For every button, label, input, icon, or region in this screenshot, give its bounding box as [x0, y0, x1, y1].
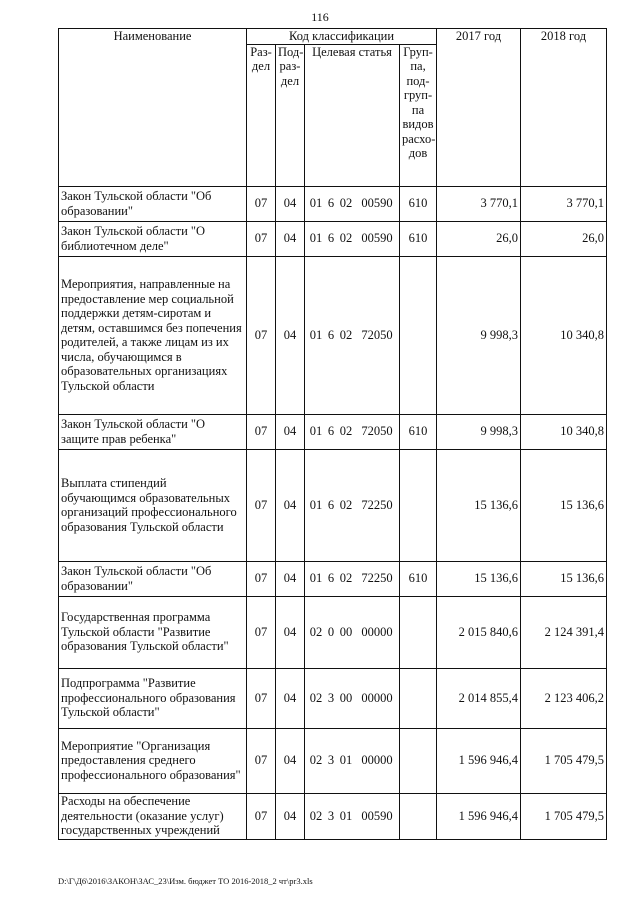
header-razdel: Раз- дел: [247, 44, 276, 186]
budget-table: [58, 28, 607, 840]
row-amount-2017: 15 136,6: [437, 561, 521, 596]
row-expense-type: [400, 256, 437, 414]
row-name: Расходы на обеспечение деятельности (оказание услуг) государственных учреждений: [59, 793, 247, 839]
row-amount-2017: 9 998,3: [437, 414, 521, 449]
target-article-part: 00000: [361, 690, 393, 705]
row-expense-type: 610: [400, 186, 437, 221]
row-name: Закон Тульской области "О защите прав ребенка": [59, 414, 247, 449]
row-amount-2018: 2 123 406,2: [521, 668, 607, 728]
target-article-part: 72050: [361, 327, 393, 342]
row-amount-2017: 3 770,1: [437, 186, 521, 221]
table-row: [59, 449, 607, 561]
row-target-article: [305, 449, 400, 561]
target-article-part: 6: [327, 327, 335, 342]
target-article-part: 01: [309, 571, 323, 586]
target-article-part: 00000: [361, 624, 393, 639]
target-article-part: 02: [309, 690, 323, 705]
row-razdel: 07: [247, 596, 276, 668]
target-article-part: 6: [327, 196, 335, 211]
row-expense-type: [400, 449, 437, 561]
target-article-part: 72250: [361, 497, 393, 512]
target-article-part: 02: [309, 753, 323, 768]
row-razdel: 07: [247, 668, 276, 728]
target-article-part: 02: [309, 808, 323, 823]
row-razdel: 07: [247, 449, 276, 561]
table-row: [59, 256, 607, 414]
row-expense-type: [400, 728, 437, 793]
row-target-article: [305, 561, 400, 596]
row-podrazdel: 04: [276, 728, 305, 793]
target-article-part: 6: [327, 231, 335, 246]
row-target-article: [305, 186, 400, 221]
row-amount-2017: 1 596 946,4: [437, 728, 521, 793]
row-amount-2017: 26,0: [437, 221, 521, 256]
table-body: [59, 186, 607, 839]
table-row: [59, 668, 607, 728]
row-amount-2018: 26,0: [521, 221, 607, 256]
row-razdel: 07: [247, 221, 276, 256]
row-podrazdel: 04: [276, 561, 305, 596]
row-target-article: [305, 256, 400, 414]
header-target-article: Целевая статья: [305, 44, 400, 186]
row-podrazdel: 04: [276, 414, 305, 449]
target-article-part: 02: [339, 497, 353, 512]
row-expense-type: 610: [400, 414, 437, 449]
target-article-part: 01: [309, 196, 323, 211]
row-expense-type: 610: [400, 221, 437, 256]
row-target-article: [305, 596, 400, 668]
row-amount-2018: 1 705 479,5: [521, 793, 607, 839]
target-article-part: 3: [327, 808, 335, 823]
row-razdel: 07: [247, 793, 276, 839]
row-amount-2018: 15 136,6: [521, 449, 607, 561]
row-name: Закон Тульской области "Об образовании": [59, 186, 247, 221]
target-article-part: 3: [327, 753, 335, 768]
target-article-part: 00000: [361, 753, 393, 768]
row-amount-2018: 2 124 391,4: [521, 596, 607, 668]
row-amount-2017: 9 998,3: [437, 256, 521, 414]
target-article-part: 01: [309, 231, 323, 246]
row-podrazdel: 04: [276, 596, 305, 668]
row-amount-2018: 10 340,8: [521, 256, 607, 414]
row-podrazdel: 04: [276, 668, 305, 728]
row-name: Государственная программа Тульской области "Развитие образования Тульской области": [59, 596, 247, 668]
target-article-part: 6: [327, 497, 335, 512]
table-row: [59, 414, 607, 449]
footer-file-path: D:\Г\Д6\2016\ЗАКОН\ЗАС_23\Изм. бюджет ТО 2016-2018_2 чт\pr3.xls: [58, 876, 313, 886]
row-expense-type: [400, 793, 437, 839]
row-amount-2018: 15 136,6: [521, 561, 607, 596]
row-name: Закон Тульской области "О библиотечном деле": [59, 221, 247, 256]
table-row: [59, 728, 607, 793]
target-article-part: 6: [327, 424, 335, 439]
target-article-part: 00590: [361, 231, 393, 246]
row-razdel: 07: [247, 256, 276, 414]
row-amount-2018: 10 340,8: [521, 414, 607, 449]
row-amount-2017: 1 596 946,4: [437, 793, 521, 839]
target-article-part: 01: [309, 424, 323, 439]
page-number: 116: [311, 10, 329, 24]
target-article-part: 01: [339, 753, 353, 768]
table-row: [59, 221, 607, 256]
row-target-article: [305, 728, 400, 793]
target-article-part: 72250: [361, 571, 393, 586]
target-article-part: 00590: [361, 196, 393, 211]
header-year-2018: 2018 год: [521, 29, 607, 187]
row-amount-2018: 3 770,1: [521, 186, 607, 221]
header-year-2017: 2017 год: [437, 29, 521, 187]
row-name: Мероприятие "Организация предоставления среднего профессионального образования": [59, 728, 247, 793]
target-article-part: 02: [339, 196, 353, 211]
target-article-part: 72050: [361, 424, 393, 439]
row-podrazdel: 04: [276, 221, 305, 256]
target-article-part: 00: [339, 690, 353, 705]
target-article-part: 00590: [361, 808, 393, 823]
target-article-part: 02: [339, 327, 353, 342]
table-row: [59, 596, 607, 668]
row-razdel: 07: [247, 561, 276, 596]
row-razdel: 07: [247, 414, 276, 449]
header-podrazdel: Под- раз- дел: [276, 44, 305, 186]
row-name: Закон Тульской области "Об образовании": [59, 561, 247, 596]
target-article-part: 02: [309, 624, 323, 639]
row-expense-type: [400, 668, 437, 728]
row-target-article: [305, 414, 400, 449]
row-name: Выплата стипендий обучающимся образовательных организаций профессионального образования Тульской области: [59, 449, 247, 561]
row-amount-2017: 2 015 840,6: [437, 596, 521, 668]
row-podrazdel: 04: [276, 793, 305, 839]
header-row-top: [59, 29, 607, 45]
target-article-part: 3: [327, 690, 335, 705]
target-article-part: 02: [339, 571, 353, 586]
target-article-part: 01: [339, 808, 353, 823]
row-razdel: 07: [247, 728, 276, 793]
target-article-part: 01: [309, 327, 323, 342]
table-row: [59, 561, 607, 596]
row-target-article: [305, 668, 400, 728]
header-name: Наименование: [59, 29, 247, 187]
row-amount-2017: 2 014 855,4: [437, 668, 521, 728]
row-expense-type: 610: [400, 561, 437, 596]
target-article-part: 01: [309, 497, 323, 512]
row-expense-type: [400, 596, 437, 668]
row-razdel: 07: [247, 186, 276, 221]
target-article-part: 00: [339, 624, 353, 639]
row-name: Мероприятия, направленные на предоставление мер социальной поддержки детям-сиротам и детям, оставшимся без попечения родителей, а также лицам из их числа, обучающимся в образовательных организациях Тульской области: [59, 256, 247, 414]
row-target-article: [305, 793, 400, 839]
row-name: Подпрограмма "Развитие профессионального образования Тульской области": [59, 668, 247, 728]
header-expense-group: Груп- па, под- груп- па видов расхо- дов: [400, 44, 437, 186]
target-article-part: 02: [339, 424, 353, 439]
table-row: [59, 186, 607, 221]
target-article-part: 02: [339, 231, 353, 246]
row-podrazdel: 04: [276, 449, 305, 561]
row-target-article: [305, 221, 400, 256]
header-classification-code: Код классификации: [247, 29, 437, 45]
row-amount-2017: 15 136,6: [437, 449, 521, 561]
row-podrazdel: 04: [276, 186, 305, 221]
table-row: [59, 793, 607, 839]
row-amount-2018: 1 705 479,5: [521, 728, 607, 793]
target-article-part: 6: [327, 571, 335, 586]
target-article-part: 0: [327, 624, 335, 639]
row-podrazdel: 04: [276, 256, 305, 414]
